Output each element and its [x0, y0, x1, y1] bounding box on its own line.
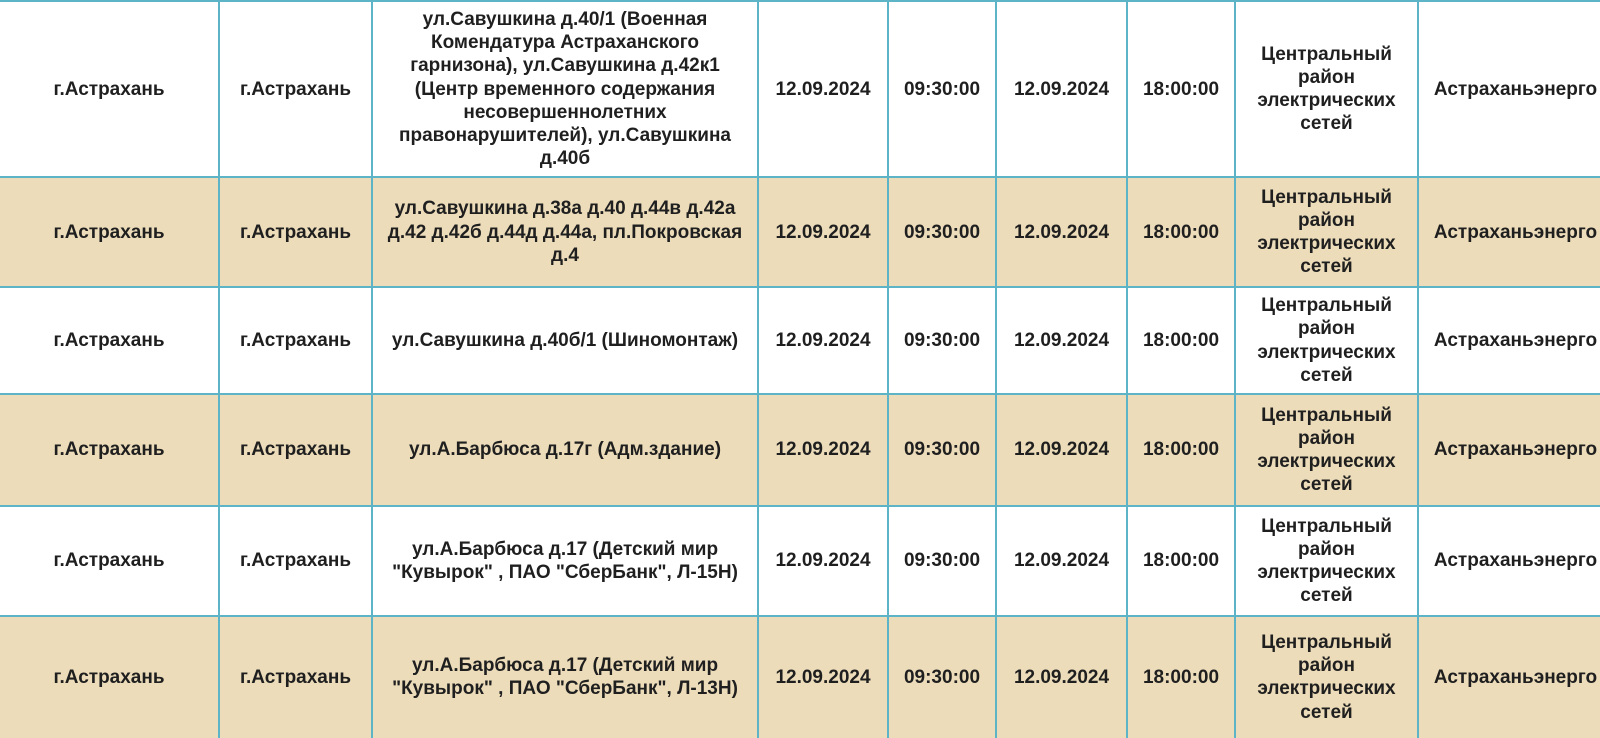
start-date-cell: 12.09.2024: [758, 1, 888, 177]
start-date-cell: 12.09.2024: [758, 506, 888, 616]
company-cell: Астраханьэнерго: [1418, 287, 1600, 394]
address-cell: ул.А.Барбюса д.17 (Детский мир "Кувырок" , ПАО "СберБанк", Л-15Н): [372, 506, 758, 616]
start-date-cell: 12.09.2024: [758, 394, 888, 506]
settlement-cell: г.Астрахань: [219, 506, 372, 616]
end-date-cell: 12.09.2024: [996, 1, 1127, 177]
end-time-cell: 18:00:00: [1127, 177, 1235, 287]
city-cell: г.Астрахань: [0, 506, 219, 616]
address-cell: ул.Савушкина д.40б/1 (Шиномонтаж): [372, 287, 758, 394]
address-cell: ул.Савушкина д.40/1 (Военная Комендатура Астраханского гарнизона), ул.Савушкина д.42к1 (Центр временного содержания несовершеннолетних правонарушителей), ул.Савушкина д.40б: [372, 1, 758, 177]
table-row: [0, 616, 1600, 738]
district-cell: Центральный район электрических сетей: [1235, 616, 1418, 738]
end-time-cell: 18:00:00: [1127, 394, 1235, 506]
company-cell: Астраханьэнерго: [1418, 506, 1600, 616]
start-time-cell: 09:30:00: [888, 1, 996, 177]
address-cell: ул.А.Барбюса д.17 (Детский мир "Кувырок" , ПАО "СберБанк", Л-13Н): [372, 616, 758, 738]
district-cell: Центральный район электрических сетей: [1235, 287, 1418, 394]
start-time-cell: 09:30:00: [888, 616, 996, 738]
start-date-cell: 12.09.2024: [758, 616, 888, 738]
city-cell: г.Астрахань: [0, 287, 219, 394]
end-date-cell: 12.09.2024: [996, 616, 1127, 738]
end-date-cell: 12.09.2024: [996, 287, 1127, 394]
settlement-cell: г.Астрахань: [219, 287, 372, 394]
address-cell: ул.Савушкина д.38а д.40 д.44в д.42а д.42 д.42б д.44д д.44а, пл.Покровская д.4: [372, 177, 758, 287]
city-cell: г.Астрахань: [0, 177, 219, 287]
end-time-cell: 18:00:00: [1127, 506, 1235, 616]
table-row: [0, 177, 1600, 287]
table-row: [0, 394, 1600, 506]
outage-table-body: [0, 1, 1600, 738]
end-date-cell: 12.09.2024: [996, 394, 1127, 506]
end-date-cell: 12.09.2024: [996, 177, 1127, 287]
city-cell: г.Астрахань: [0, 616, 219, 738]
district-cell: Центральный район электрических сетей: [1235, 177, 1418, 287]
district-cell: Центральный район электрических сетей: [1235, 1, 1418, 177]
end-time-cell: 18:00:00: [1127, 287, 1235, 394]
company-cell: Астраханьэнерго: [1418, 1, 1600, 177]
start-time-cell: 09:30:00: [888, 177, 996, 287]
start-date-cell: 12.09.2024: [758, 287, 888, 394]
end-time-cell: 18:00:00: [1127, 616, 1235, 738]
city-cell: г.Астрахань: [0, 1, 219, 177]
settlement-cell: г.Астрахань: [219, 394, 372, 506]
end-date-cell: 12.09.2024: [996, 506, 1127, 616]
district-cell: Центральный район электрических сетей: [1235, 394, 1418, 506]
start-date-cell: 12.09.2024: [758, 177, 888, 287]
start-time-cell: 09:30:00: [888, 506, 996, 616]
end-time-cell: 18:00:00: [1127, 1, 1235, 177]
company-cell: Астраханьэнерго: [1418, 177, 1600, 287]
company-cell: Астраханьэнерго: [1418, 616, 1600, 738]
table-row: [0, 506, 1600, 616]
company-cell: Астраханьэнерго: [1418, 394, 1600, 506]
settlement-cell: г.Астрахань: [219, 616, 372, 738]
start-time-cell: 09:30:00: [888, 394, 996, 506]
address-cell: ул.А.Барбюса д.17г (Адм.здание): [372, 394, 758, 506]
table-row: [0, 287, 1600, 394]
city-cell: г.Астрахань: [0, 394, 219, 506]
table-row: [0, 1, 1600, 177]
settlement-cell: г.Астрахань: [219, 177, 372, 287]
start-time-cell: 09:30:00: [888, 287, 996, 394]
district-cell: Центральный район электрических сетей: [1235, 506, 1418, 616]
settlement-cell: г.Астрахань: [219, 1, 372, 177]
